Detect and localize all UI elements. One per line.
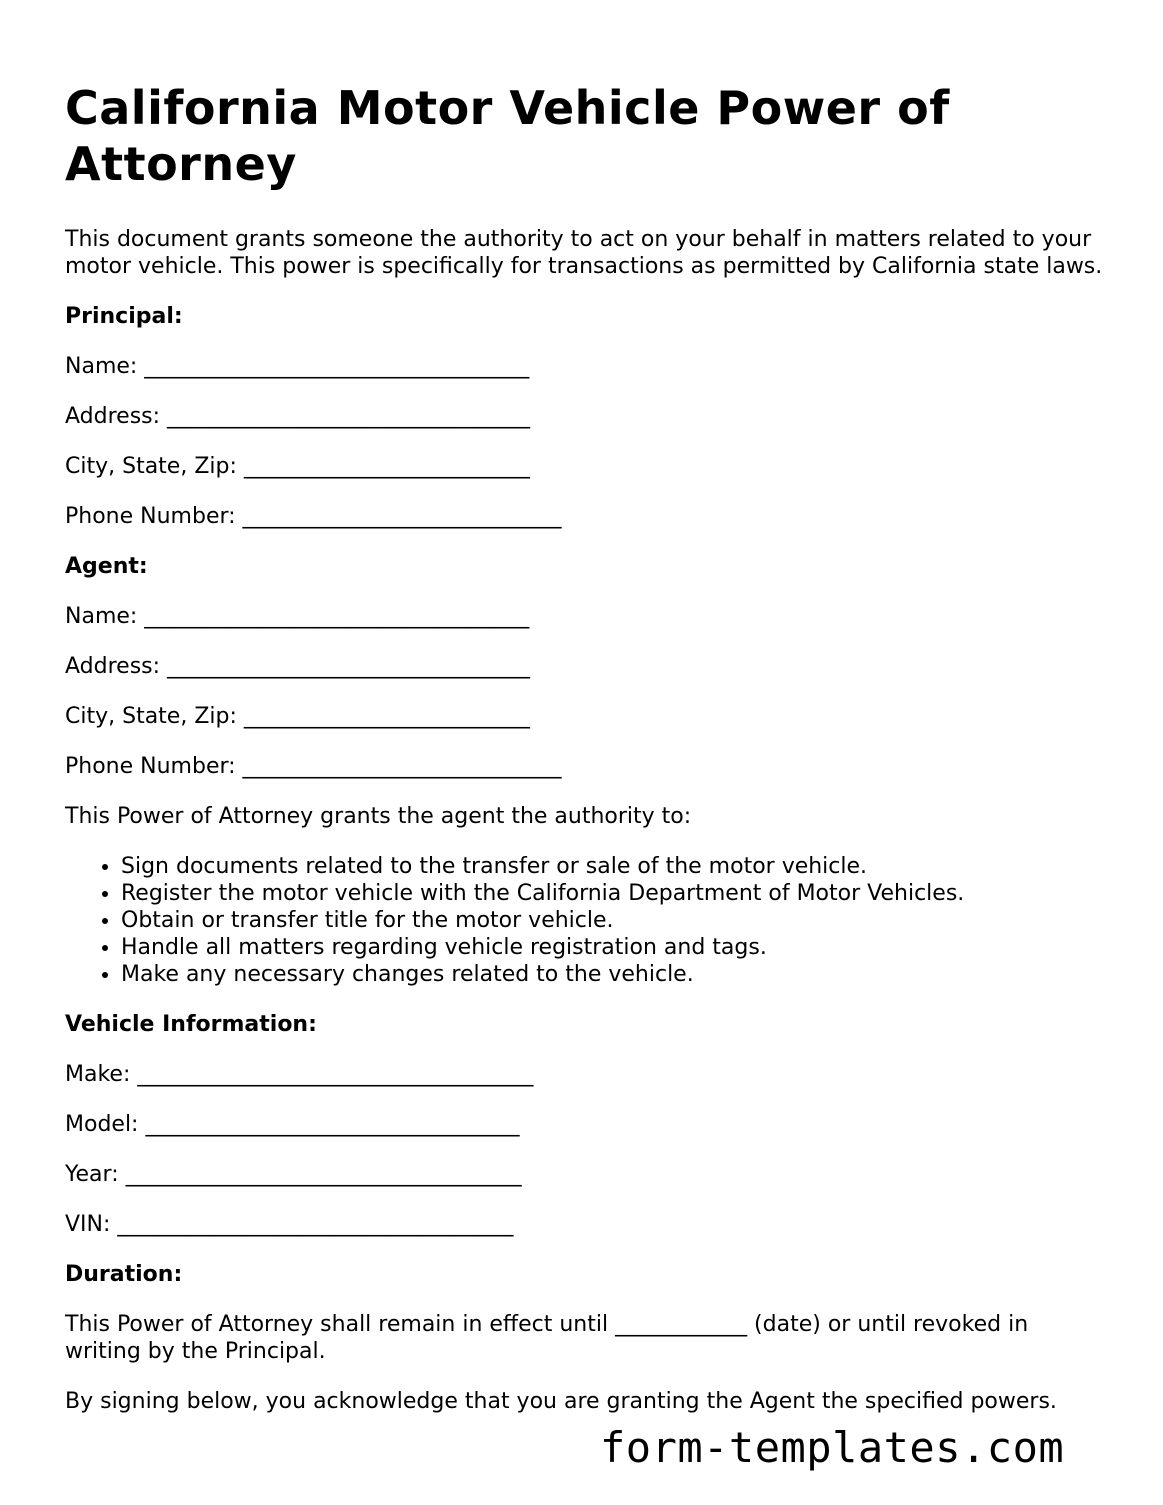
- document-title: California Motor Vehicle Power of Attorney: [65, 81, 950, 191]
- acknowledgement-paragraph: By signing below, you acknowledge that you are granting the Agent the specified powers.: [65, 1389, 1057, 1414]
- powers-intro: This Power of Attorney grants the agent the authority to:: [65, 804, 692, 829]
- power-item: • Make any necessary changes related to the vehicle.: [121, 961, 1105, 988]
- vehicle-make-field[interactable]: Make: ____________________________________: [65, 1062, 534, 1087]
- power-item: • Handle all matters regarding vehicle registration and tags.: [121, 934, 1105, 961]
- powers-list: [65, 853, 1105, 988]
- intro-paragraph: This document grants someone the authority to act on your behalf in matters related to your motor vehicle. This power is specifically for transactions as permitted by California state laws.: [65, 227, 1103, 279]
- document-page: [65, 80, 1105, 1415]
- power-item: • Obtain or transfer title for the motor vehicle.: [121, 907, 1105, 934]
- agent-name-field[interactable]: Name: ___________________________________: [65, 604, 530, 629]
- principal-address-field[interactable]: Address: _________________________________: [65, 404, 531, 429]
- duration-heading: Duration:: [65, 1262, 183, 1287]
- principal-name-field[interactable]: Name: ___________________________________: [65, 354, 530, 379]
- vehicle-model-field[interactable]: Model: __________________________________: [65, 1112, 520, 1137]
- vehicle-vin-field[interactable]: VIN: ____________________________________: [65, 1212, 514, 1237]
- power-item: • Sign documents related to the transfer or sale of the motor vehicle.: [121, 853, 1105, 880]
- duration-paragraph: This Power of Attorney shall remain in effect until ____________ (date) or until revoked in writing by the Principal.: [65, 1312, 1029, 1364]
- watermark-text: form-templates.com: [600, 1423, 1065, 1472]
- agent-phone-field[interactable]: Phone Number: _____________________________: [65, 754, 562, 779]
- agent-address-field[interactable]: Address: _________________________________: [65, 654, 531, 679]
- agent-city-state-zip-field[interactable]: City, State, Zip: __________________________: [65, 704, 530, 729]
- principal-phone-field[interactable]: Phone Number: _____________________________: [65, 504, 562, 529]
- vehicle-year-field[interactable]: Year: ____________________________________: [65, 1162, 522, 1187]
- principal-city-state-zip-field[interactable]: City, State, Zip: __________________________: [65, 454, 530, 479]
- vehicle-info-heading: Vehicle Information:: [65, 1012, 317, 1037]
- power-item: • Register the motor vehicle with the California Department of Motor Vehicles.: [121, 880, 1105, 907]
- principal-heading: Principal:: [65, 304, 183, 329]
- agent-heading: Agent:: [65, 554, 148, 579]
